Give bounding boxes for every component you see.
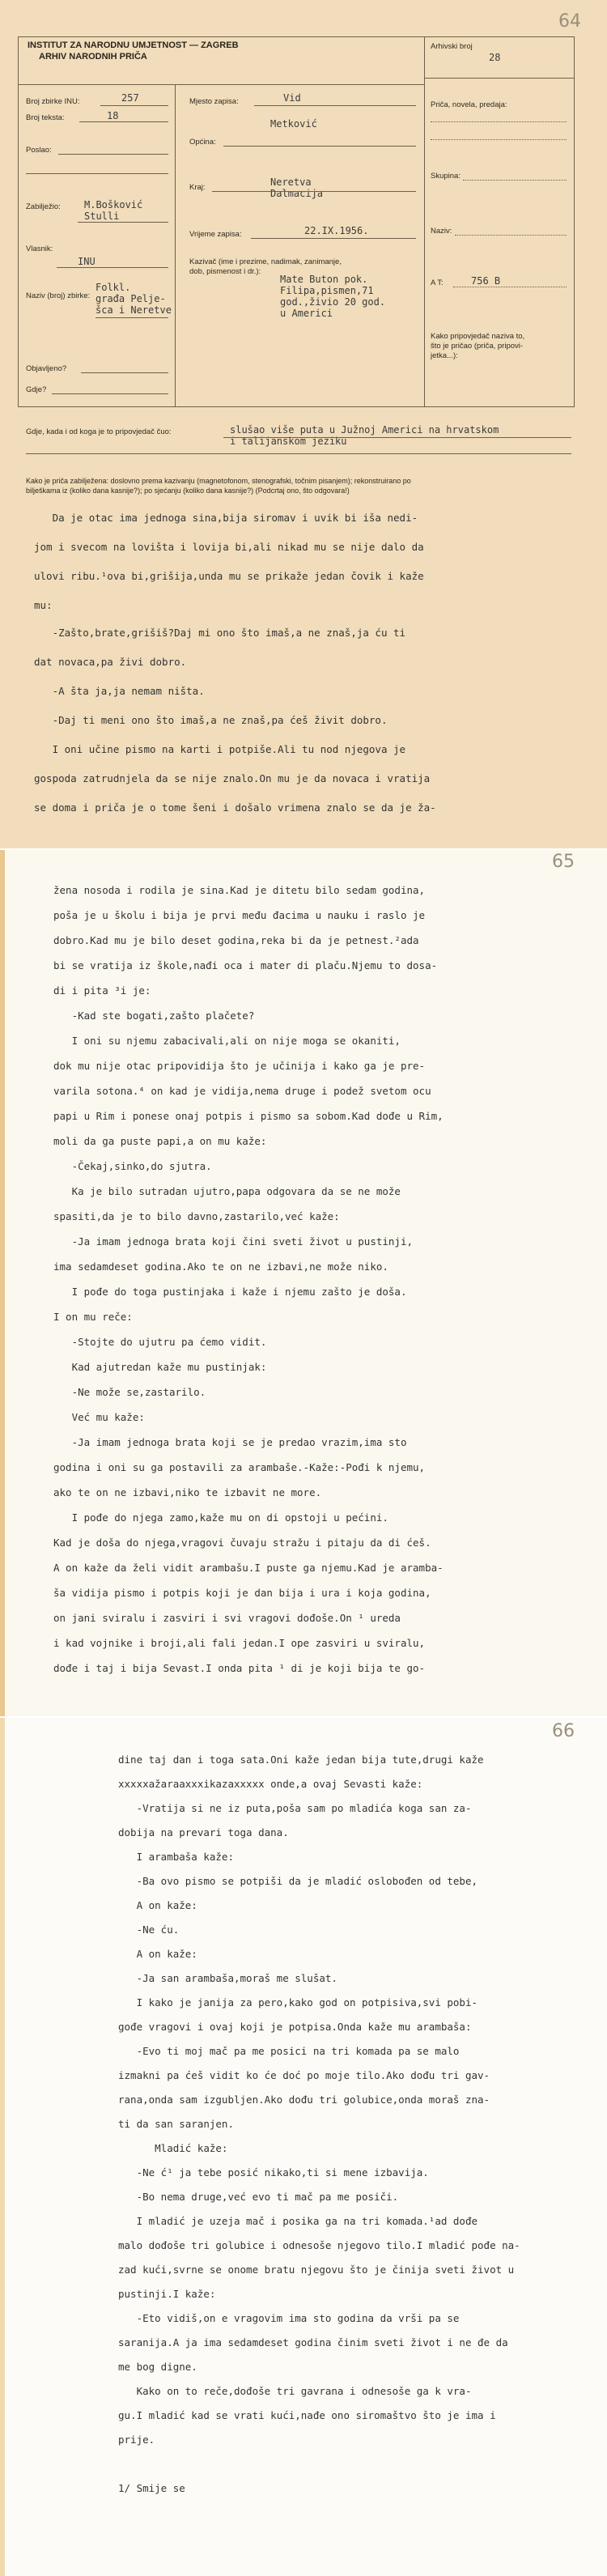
- zabiljezio-value: M.Bošković Stulli: [84, 199, 143, 222]
- column-divider-left: [175, 84, 176, 406]
- story-line: dobija na prevari toga dana.: [118, 1826, 289, 1838]
- story-line: malo dođoše tri golubice i odnesoše njegovo tilo.I mladić pođe na-: [118, 2239, 520, 2251]
- story-line: izmakni pa ćeš vidit ko će doć po moje tilo.Ako dođu tri gav-: [118, 2069, 490, 2081]
- naziv-zbirke-value: Folkl. građa Pelje- šca i Neretve: [96, 282, 172, 316]
- opcina-label: Općina:: [189, 138, 216, 147]
- poslao-line-2: [26, 173, 168, 174]
- story-line: -Ne može se,zastarilo.: [53, 1386, 206, 1398]
- story-page-3: [0, 1718, 607, 2576]
- gdje-kada-line-2: [26, 453, 571, 454]
- story-line: I oni učine pismo na karti i potpiše.Ali tu nod njegova je: [34, 743, 406, 755]
- story-line: Već mu kaže:: [53, 1411, 145, 1423]
- column-divider-right: [424, 36, 425, 406]
- story-line: -Ba ovo pismo se potpiši da je mladić oslobođen od tebe,: [118, 1875, 478, 1887]
- story-line: -Ja imam jednoga brata koji se je predao vrazim,ima sto: [53, 1436, 407, 1448]
- story-line: prije.: [118, 2434, 155, 2446]
- gdje-kada-line: [223, 437, 571, 438]
- story-line: A on kaže da želi vidit arambašu.I puste ga njemu.Kad je aramba-: [53, 1562, 444, 1574]
- story-line: i kad vojnike i broji,ali fali jedan.I ope zasviri u svirаlu,: [53, 1637, 426, 1649]
- arhivski-broj-value: 28: [489, 52, 501, 63]
- mjesto-value: Vid: [283, 92, 301, 104]
- kazivac-label: Kazivač (ime i prezime, nadimak, zanimanje, dob, pismenost i dr.):: [189, 257, 342, 276]
- story-line: gu.I mladić kad se vrati kući,nađe ono siromaštvo što je ima i: [118, 2409, 496, 2421]
- prica-label: Priča, novela, predaja:: [431, 100, 507, 109]
- story-line: A on kaže:: [118, 1948, 197, 1960]
- kraj-line: [212, 191, 416, 192]
- story-line: ti da san saranjen.: [118, 2118, 234, 2130]
- story-line: rana,onda sam izgubljen.Ako dođu tri golubice,onda moraš zna-: [118, 2094, 490, 2106]
- archive-form-page: [0, 0, 607, 848]
- story-line: mu:: [34, 599, 53, 611]
- form-bottom-separator: [18, 406, 573, 407]
- story-line: gođe vragovi i ovaj koji je potpisa.Onda kaže mu arambaša:: [118, 2021, 472, 2033]
- at-label: A T:: [431, 278, 444, 287]
- kazivac-value: Mate Buton pok. Filipa,pismen,71 god.,živio 20 god. u Americi: [280, 274, 386, 319]
- kako-label: Kako pripovjedač naziva to, što je pričao (priča, pripovi- jetka...):: [431, 332, 525, 360]
- story-line: -Daj ti meni ono što imaš,a ne znaš,pa ćeš živit dobro.: [34, 714, 388, 726]
- page-number-2: 65: [552, 852, 575, 872]
- story-line: Kako on to reče,dođoše tri gavrana i odnesoše ga k vra-: [118, 2385, 472, 2397]
- zabiljezio-line: [78, 222, 168, 223]
- biljezenje-note: Kako je priča zabilježena: doslovno prema kazivanju (magnetofonom, stenografski, točnim pisanjem); rekonstruirano po bilješkama iz (koliko dana kasnije?); po sjećanju (koliko dana kasnije?) (Podcrtaj ono, što odgovara!): [26, 477, 411, 495]
- zbirka-value: 257: [121, 92, 139, 104]
- story-line: pustinji.I kaže:: [118, 2288, 216, 2300]
- story-line: I pođe do toga pustinjaka i kaže i njemu zašto je došа.: [53, 1286, 407, 1298]
- story-line: I arambaša kaže:: [118, 1851, 234, 1863]
- story-line: -Ja san arambaša,moraš me slušat.: [118, 1972, 337, 1984]
- story-line: -Ja imam jednoga brata koji čini sveti život u pustinji,: [53, 1235, 414, 1248]
- story-line: gospoda zatrudnjela da se nije znalo.On mu je da novaca i vratija: [34, 772, 431, 784]
- skupina-dots: [463, 180, 567, 181]
- teksta-line: [79, 121, 168, 122]
- mjesto-label: Mjesto zapisa:: [189, 97, 239, 106]
- vlasnik-value: INU: [78, 256, 96, 267]
- header-separator: [18, 84, 424, 85]
- story-line: -Bo nema druge,već evo ti mač pa me posiči.: [118, 2191, 399, 2203]
- story-line: me bog digne.: [118, 2361, 197, 2373]
- story-line: dat novaca,pa živi dobro.: [34, 656, 187, 668]
- naziv-right-label: Naziv:: [431, 227, 452, 236]
- page-number-3: 66: [552, 1721, 575, 1741]
- story-line: A on kaže:: [118, 1899, 197, 1911]
- story-line: ako te on ne izbavi,niko te izbavit ne more.: [53, 1486, 322, 1498]
- story-line: ima sedamdeset godina.Ako te on ne izbavi,ne može niko.: [53, 1260, 388, 1273]
- story-line: spasiti,da je to bilo davno,zastarilo,već kaže:: [53, 1210, 340, 1222]
- story-line: ša vidija pismo i potpis koji je dan bija i ura i koja godina,: [53, 1587, 431, 1599]
- vrijeme-label: Vrijeme zapisa:: [189, 230, 242, 239]
- story-line: poša je u školu i bija je prvi među đacima u nauku i raslo je: [53, 909, 426, 921]
- story-line: -Zašto,brate,grišiš?Daj mi ono što imaš,a ne znaš,ja ću ti: [34, 627, 406, 639]
- story-line: zad kući,svrne se onome bratu njegovu što je činija sveti život u: [118, 2264, 515, 2276]
- story-line: Ka je bilo sutradan ujutro,papa odgovara da se ne može: [53, 1185, 401, 1197]
- story-line: -Čekaj,sinko,do sjutra.: [53, 1160, 212, 1172]
- mjesto-line: [254, 105, 416, 106]
- story-line: ulovi ribu.¹ova bi,grišija,unda mu se prikaže jedan čovik i kaže: [34, 570, 424, 582]
- story-line: xxxxxažaraaxxxikazaxxxxx onde,a ovaj Sevasti kaže:: [118, 1778, 423, 1790]
- story-line: Kad ajutredan kaže mu pustinjak:: [53, 1361, 267, 1373]
- story-line: dok mu nije otac pripovidija što je učinija i kako ga je pre-: [53, 1060, 426, 1072]
- naziv-zbirke-label: Naziv (broj) zbirke:: [26, 291, 91, 300]
- story-line: -Kad ste bogati,zašto plačete?: [53, 1010, 255, 1022]
- story-line: -A šta ja,ja nemam ništa.: [34, 685, 205, 697]
- kraj-label: Kraj:: [189, 183, 206, 192]
- gdje-label: Gdje?: [26, 385, 47, 394]
- story-line: I pođe do njega zamo,kaže mu on di opstoji u pećini.: [53, 1511, 388, 1524]
- footnote: 1/ Smije se: [118, 2482, 185, 2494]
- poslao-line: [58, 154, 168, 155]
- story-line: bi se vratija iz škole,nađi oca i mater di plaču.Njemu to dosa-: [53, 959, 438, 971]
- gdje-kada-value: slušao više puta u Južnoj Americi na hrvatskom i talijanskom jeziku: [230, 424, 499, 447]
- zbirka-label: Broj zbirke INU:: [26, 97, 80, 106]
- prica-dots-1: [431, 121, 567, 122]
- story-line: jom i svecom na lovišta i lovija bi,ali nikad mu se nije dalo da: [34, 541, 424, 553]
- story-line: I oni su njemu zabacivali,ali on nije moga se okaniti,: [53, 1035, 401, 1047]
- skupina-label: Skupina:: [431, 172, 461, 181]
- at-value: 756 B: [471, 275, 501, 287]
- gdje-kada-label: Gdje, kada i od koga je to pripovjedač čuo:: [26, 427, 172, 436]
- story-page-2: [0, 850, 607, 1716]
- story-line: on jani svirаlu i zasviri i svi vragovi dođoše.On ¹ ureda: [53, 1612, 401, 1624]
- archive-title: ARHIV NARODNIH PRIČA: [39, 52, 147, 62]
- page-number-1: 64: [558, 11, 581, 32]
- story-line: žena nosoda i rodila je sina.Kad je ditetu bilo sedam godina,: [53, 884, 426, 896]
- poslao-label: Poslao:: [26, 146, 52, 155]
- story-line: I on mu reče:: [53, 1311, 133, 1323]
- story-line: papi u Rim i ponese onaj potpis i pismo sa sobom.Kad dođe u Rim,: [53, 1110, 444, 1122]
- teksta-label: Broj teksta:: [26, 113, 65, 122]
- arhivski-broj-label: Arhivski broj: [431, 42, 473, 51]
- story-line: -Eto vidiš,on e vragovim ima sto godina da vrši pa se: [118, 2312, 460, 2324]
- story-line: -Ne ć¹ ja tebe posić nikako,ti si mene izbavija.: [118, 2166, 429, 2179]
- vrijeme-value: 22.IX.1956.: [304, 225, 369, 236]
- story-line: varila sotona.⁴ on kad je vidija,nema druge i podež svetom ocu: [53, 1085, 431, 1097]
- vlasnik-line: [57, 267, 168, 268]
- objavljeno-label: Objavljeno?: [26, 364, 67, 373]
- story-line: godina i oni su ga postavili za arambaše.-Kaže:-Pođi k njemu,: [53, 1461, 426, 1473]
- teksta-value: 18: [107, 110, 119, 121]
- naziv-zbirke-line: [96, 317, 168, 318]
- story-line: -Stojte do ujutru pa ćemo vidit.: [53, 1336, 267, 1348]
- prica-dots-2: [431, 139, 567, 140]
- naziv-right-dots: [455, 235, 567, 236]
- zbirka-line: [100, 105, 168, 106]
- story-line: -Ne ću.: [118, 1923, 180, 1936]
- story-line: I kako je janija za pero,kako god on potpisiva,svi pobi-: [118, 1996, 478, 2009]
- story-line: dođe i taj i bija Sevast.I onda pita ¹ di je koji bija te go-: [53, 1662, 426, 1674]
- opcina-value: Metković: [270, 118, 317, 130]
- story-line: moli da ga puste papi,a on mu kaže:: [53, 1135, 267, 1147]
- kraj-value: Neretva Dalmacija: [270, 176, 324, 199]
- objavljeno-line: [81, 372, 168, 373]
- vrijeme-line: [251, 238, 416, 239]
- story-line: -Evo ti moj mač pa me posici na tri komada pa se malo: [118, 2045, 460, 2057]
- opcina-line: [223, 146, 416, 147]
- story-line: I mladić je uzeja mač i posika ga na tri komada.¹ad dođe: [118, 2215, 478, 2227]
- gdje-line: [52, 393, 168, 394]
- story-line: dobro.Kad mu je bilo deset godina,reka bi da je petnest.²ada: [53, 934, 419, 946]
- arhivski-separator: [424, 78, 574, 79]
- story-line: Da je otac ima jednoga sina,bija siromav i uvik bi iša nedi-: [34, 512, 418, 524]
- zabiljezio-label: Zabilježio:: [26, 202, 61, 211]
- story-line: Mladić kaže:: [118, 2142, 228, 2154]
- story-line: di i pita ³i je:: [53, 984, 151, 997]
- story-line: Kad je doša do njega,vragovi čuvaju stražu i pitaju da di ćeš.: [53, 1537, 431, 1549]
- story-line: se doma i priča je o tome šeni i došalo vrimena znalo se da je ža-: [34, 801, 436, 814]
- story-line: -Vratija si ne iz puta,poša sam po mladića koga san za-: [118, 1802, 472, 1814]
- story-line: dine taj dan i toga sata.Oni kaže jedan bija tute,drugi kaže: [118, 1753, 484, 1766]
- vlasnik-label: Vlasnik:: [26, 244, 53, 253]
- story-line: saranija.A ja ima sedamdeset godina činim sveti život i ne đe da: [118, 2336, 508, 2349]
- institute-title: INSTITUT ZA NARODNU UMJETNOST — ZAGREB: [28, 40, 239, 50]
